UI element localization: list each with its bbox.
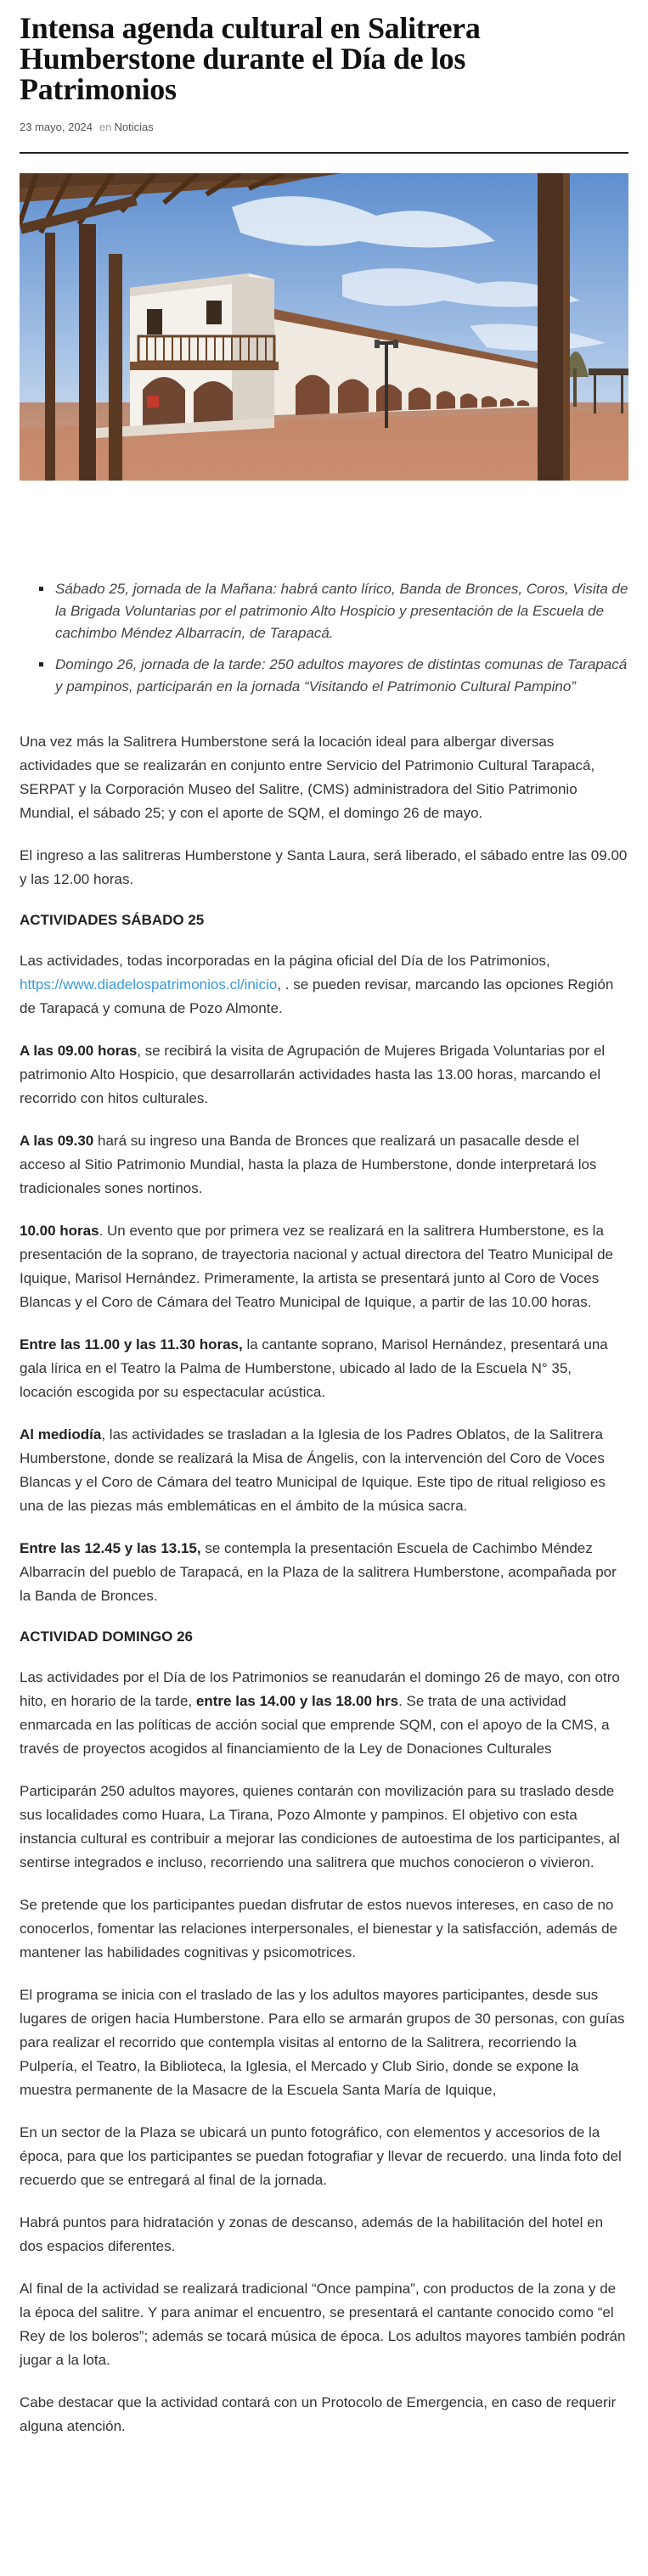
highlights-list bbox=[20, 578, 628, 698]
article-title: Intensa agenda cultural en Salitrera Humberstone durante el Día de los Patrimonios bbox=[20, 11, 481, 106]
paragraph: El ingreso a las salitreras Humberstone y Santa Laura, será liberado, el sábado entre las 09.00 y las 12.00 horas. bbox=[20, 847, 628, 887]
paragraph: Al final de la actividad se realizará tradicional “Once pampina”, con productos de la zona y de la época del salitre. Y para animar el encuentro, se presentará el cantante conocido como “el Rey de los boleros”; además se tocará música de época. Los adultos mayores también podrán jugar a la lota. bbox=[20, 2281, 626, 2368]
title-divider bbox=[20, 152, 628, 154]
article bbox=[20, 0, 628, 2457]
article-body bbox=[20, 730, 628, 2438]
paragraph: Las actividades por el Día de los Patrimonios se reanudarán el domingo 26 de mayo, con otro hito, en horario de la tarde, entre las 14.00 y las 18.00 hrs. Se trata de una actividad enmarcada en las políticas de acción social que emprende SQM, con el apoyo de la CMS, a través de proyectos acogidos al financiamiento de la Ley de Donaciones Culturales bbox=[20, 1669, 620, 1757]
paragraph: Entre las 12.45 y las 13.15, se contempla la presentación Escuela de Cachimbo Méndez Albarracín del pueblo de Tarapacá, en la Plaza de la salitrera Humberstone, acompañada por la Banda de Bronces. bbox=[20, 1540, 617, 1604]
post-date[interactable]: 23 mayo, 2024 bbox=[20, 121, 93, 133]
list-item: ▪ Domingo 26, jornada de la tarde: 250 adultos mayores de distintas comunas de Tarapacá y pampinos, participarán en la jornada “Visitando el Patrimonio Cultural Pampino” bbox=[54, 654, 628, 698]
in-label: en bbox=[99, 121, 112, 133]
patrimonios-link[interactable]: https://www.diadelospatrimonios.cl/inicio bbox=[20, 976, 278, 993]
list-item: ▪ Sábado 25, jornada de la Mañana: habrá canto lírico, Banda de Bronces, Coros, Visita de la Brigada Voluntarias por el patrimonio Alto Hospicio y presentación de la Escuela de cachimbo Méndez Albarracín, de Tarapacá. bbox=[54, 578, 628, 644]
paragraph: En un sector de la Plaza se ubicará un punto fotográfico, con elementos y accesorios de la época, para que los participantes se puedan fotografiar y llevar de recuerdo. una linda foto del recuerdo que se entregará al final de la jornada. bbox=[20, 2124, 622, 2188]
hero-image bbox=[20, 173, 628, 481]
paragraph: A las 09.30 hará su ingreso una Banda de Bronces que realizará un pasacalle desde el acceso al Sitio Patrimonio Mundial, hasta la plaza de Humberstone, donde interpretará los tradicionales sones nortinos. bbox=[20, 1133, 597, 1196]
paragraph: Se pretende que los participantes puedan disfrutar de estos nuevos intereses, en caso de no conocerlos, fomentar las relaciones interpersonales, el bienestar y la satisfacción, además de mantener las habilidades cognitivas y psicomotrices. bbox=[20, 1897, 617, 1960]
paragraph: Entre las 11.00 y las 11.30 horas, la cantante soprano, Marisol Hernández, presentará una gala lírica en el Teatro la Palma de Humberstone, ubicado al lado de la Escuela N° 35, locación escogida por su espectacular acústica. bbox=[20, 1336, 608, 1400]
paragraph: Habrá puntos para hidratación y zonas de descanso, además de la habilitación del hotel en dos espacios diferentes. bbox=[20, 2214, 604, 2254]
paragraph: Al mediodía, las actividades se trasladan a la Iglesia de los Padres Oblatos, de la Salitrera Humberstone, donde se realizará la Misa de Ángelis, con la intervención del Coro de Voces Blancas y el Coro de Cámara del teatro Municipal de Iquique. Este tipo de ritual religioso es una de las piezas más emblemáticas en el ámbito de la música sacra. bbox=[20, 1426, 606, 1514]
section-heading-saturday: ACTIVIDADES SÁBADO 25 bbox=[20, 912, 205, 928]
paragraph: Una vez más la Salitrera Humberstone será la locación ideal para albergar diversas actividades que se realizarán en conjunto entre Servicio del Patrimonio Cultural Tarapacá, SERPAT y la Corporación Museo del Salitre, (CMS) administradora del Sitio Patrimonio Mundial, el sábado 25; y con el aporte de SQM, el domingo 26 de mayo. bbox=[20, 734, 595, 821]
paragraph: Las actividades, todas incorporadas en la página oficial del Día de los Patrimonios, https://www.diadelospatrimonios.cl/inicio, . se pueden revisar, marcando las opciones Región de Tarapacá y comuna de Pozo Almonte. bbox=[20, 953, 614, 1016]
category-link[interactable]: Noticias bbox=[114, 121, 154, 133]
paragraph: Cabe destacar que la actividad contará con un Protocolo de Emergencia, en caso de requerir alguna atención. bbox=[20, 2394, 617, 2434]
paragraph: Participarán 250 adultos mayores, quienes contarán con movilización para su traslado desde sus localidades como Huara, La Tirana, Pozo Almonte y pampinos. El objetivo con esta instancia cultural es contribuir a mejorar las condiciones de autoestima de los participantes, al sentirse integrados e incluso, recorriendo una salitrera que muchos conocieron o vivieron. bbox=[20, 1783, 620, 1870]
section-heading-sunday: ACTIVIDAD DOMINGO 26 bbox=[20, 1628, 194, 1645]
article-meta bbox=[20, 121, 628, 133]
paragraph: El programa se inicia con el traslado de las y los adultos mayores participantes, desde sus lugares de origen hacia Humberstone. Para ello se armarán grupos de 30 personas, con guías para realizar el recorrido que contempla visitas al entorno de la Salitrera, recorriendo la Pulpería, el Teatro, la Biblioteca, la Iglesia, el Mercado y Club Sirio, donde se expone la muestra permanente de la Masacre de la Escuela Santa María de Iquique, bbox=[20, 1987, 625, 2098]
paragraph: 10.00 horas. Un evento que por primera vez se realizará en la salitrera Humberstone, es la presentación de la soprano, de trayectoria nacional y actual directora del Teatro Municipal de Iquique, Marisol Hernández. Primeramente, la artista se presentará junto al Coro de Voces Blancas y el Coro de Cámara del Teatro Municipal de Iquique, a partir de las 10.00 horas. bbox=[20, 1223, 613, 1310]
paragraph: A las 09.00 horas, se recibirá la visita de Agrupación de Mujeres Brigada Voluntarias por el patrimonio Alto Hospicio, que desarrollarán actividades hasta las 13.00 horas, marcando el recorrido con hitos culturales. bbox=[20, 1043, 606, 1106]
